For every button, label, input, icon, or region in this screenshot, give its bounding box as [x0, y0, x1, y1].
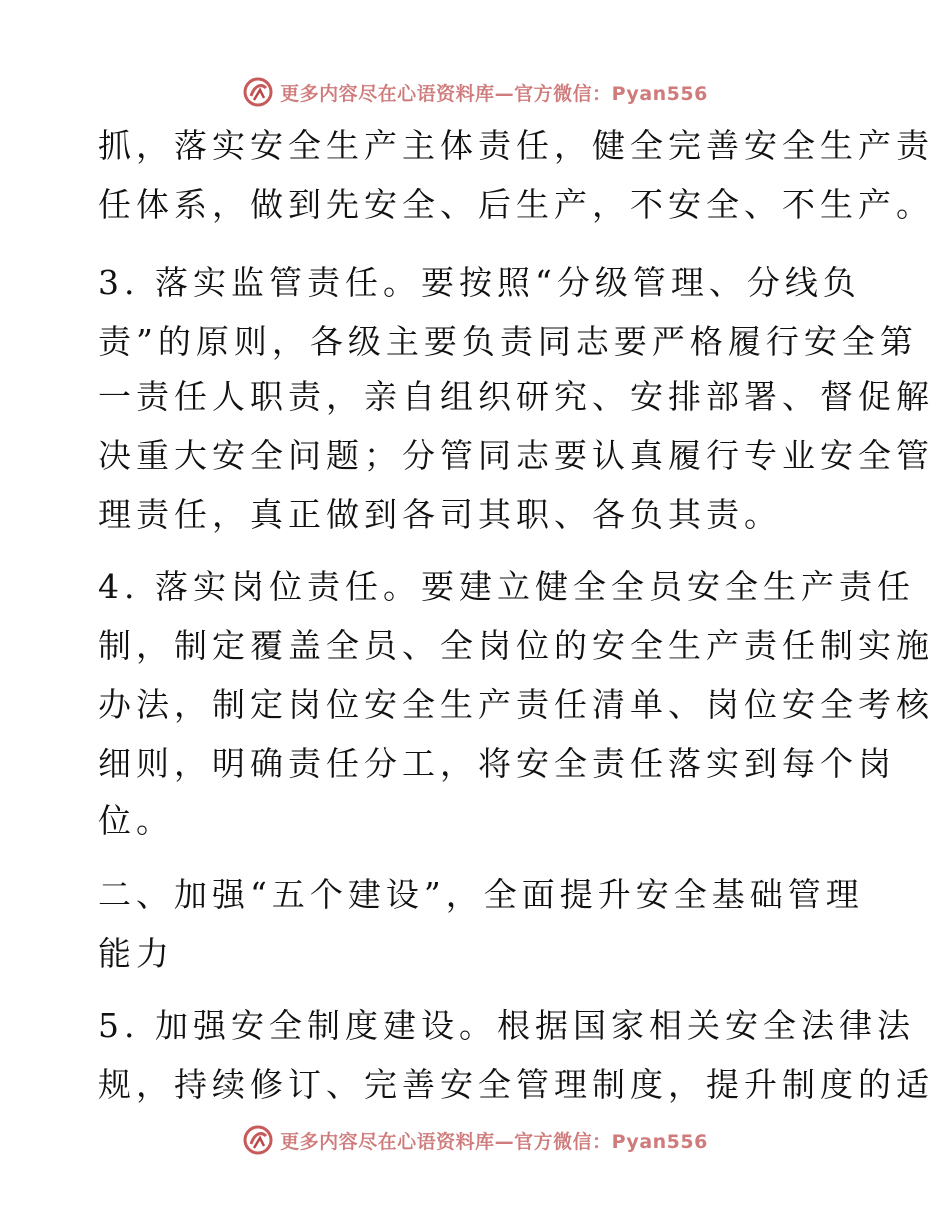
text-line: 责”的原则，各级主要负责同志要严格履行安全第 [98, 322, 918, 361]
text-line: 3. 落实监管责任。要按照“分级管理、分线负 [98, 263, 861, 302]
text-line: 任体系，做到先安全、后生产，不安全、不生产。 [98, 185, 934, 224]
watermark-text: 更多内容尽在心语资料库—官方微信：Pyan556 [280, 1130, 708, 1153]
text-line: 位。 [98, 801, 174, 840]
text-line: 制，制定覆盖全员、全岗位的安全生产责任制实施 [98, 626, 934, 665]
text-line: 细则，明确责任分工，将安全责任落实到每个岗 [98, 744, 896, 783]
watermark-header [0, 72, 950, 112]
text-line: 理责任，真正做到各司其职、各负其责。 [98, 495, 782, 534]
text-line: 一责任人职责，亲自组织研究、安排部署、督促解 [98, 377, 934, 416]
text-line: 决重大安全问题；分管同志要认真履行专业安全管 [98, 436, 934, 475]
watermark-text: 更多内容尽在心语资料库—官方微信：Pyan556 [280, 82, 708, 105]
section-heading: 二、加强“五个建设”，全面提升安全基础管理 [98, 875, 864, 914]
ribbon-logo-icon [242, 1124, 274, 1156]
text-line: 5. 加强安全制度建设。根据国家相关安全法律法 [98, 1006, 915, 1045]
text-line: 规，持续修订、完善安全管理制度，提升制度的适 [98, 1065, 934, 1104]
text-line: 4. 落实岗位责任。要建立健全全员安全生产责任 [98, 567, 915, 606]
ribbon-logo-icon [242, 76, 274, 108]
section-heading: 能力 [98, 934, 174, 973]
text-line: 办法，制定岗位安全生产责任清单、岗位安全考核 [98, 685, 934, 724]
watermark-footer [0, 1120, 950, 1160]
text-line: 抓，落实安全生产主体责任，健全完善安全生产责 [98, 126, 934, 165]
